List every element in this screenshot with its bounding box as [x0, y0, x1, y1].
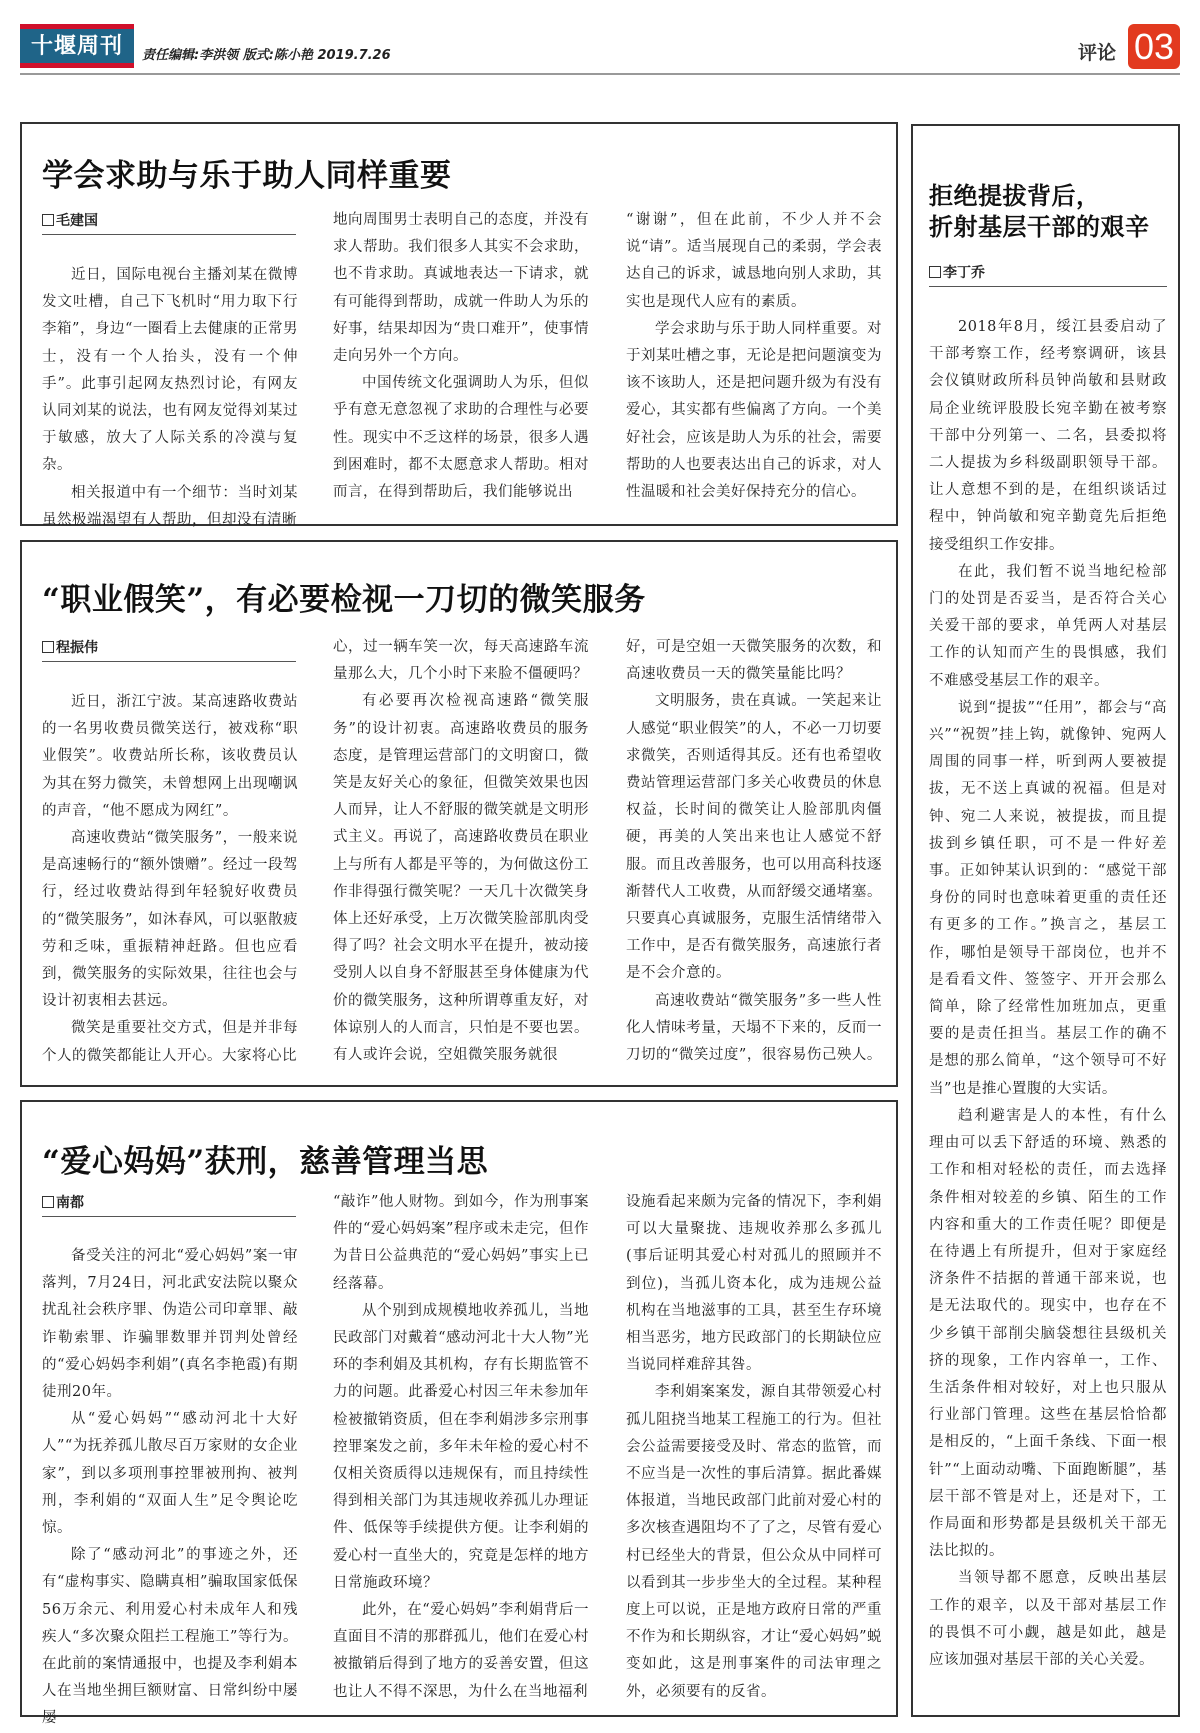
article-title: “爱心妈妈”获刑，慈善管理当思: [42, 1144, 489, 1180]
paragraph: 近日，浙江宁波。某高速路收费站的一名男收费员微笑送行，被戏称“职业假笑”。收费站所长称，该收费员认为其在努力微笑，未曾想网上出现嘲讽的声音，“他不愿成为网红”。: [42, 694, 298, 819]
article-byline: [42, 637, 296, 662]
paragraph: 心，过一辆车笑一次，每天高速路车流量那么大，几个小时下来脸不僵硬吗？: [333, 639, 589, 683]
author-name: 毛建国: [56, 213, 98, 229]
byline-box-icon: [42, 641, 54, 653]
paragraph: “敲诈”他人财物。到如今，作为刑事案件的“爱心妈妈案”程序或未走完，但作为昔日公益典范的“爱心妈妈”事实上已经落幕。: [333, 1194, 589, 1292]
paragraph: 相关报道中有一个细节：当时刘某虽然极端渴望有人帮助，但却没有清晰: [42, 484, 298, 528]
article-column: [333, 1189, 589, 1706]
article-column: [333, 207, 589, 506]
paragraph: 从“爱心妈妈”“感动河北十大好人”“为抚养孤儿散尽百万家财的女企业家”，到以多项刑事控罪被刑拘、被判刑，李利娟的“双面人生”足令舆论吃惊。: [42, 1411, 298, 1537]
byline-box-icon: [42, 1196, 54, 1208]
paragraph: 学会求助与乐于助人同样重要。对于刘某吐槽之事，无论是把问题演变为该不该助人，还是把问题升级为有没有爱心，其实都有些偏离了方向。一个美好社会，应该是助人为乐的社会，需要帮助的人也要表达出自己的诉求，对人性温暖和社会美好保持充分的信心。: [626, 320, 882, 501]
paragraph: 2018年8月，绥江县委启动了干部考察工作，经考察调研，该县会仪镇财政所科员钟尚敏和县财政局企业统评股股长宛辛勤在被考察干部中分列第一、二名，县委拟将二人提拔为乡科级副职领导干部。让人意想不到的是，在组织谈话过程中，钟尚敏和宛辛勤竟先后拒绝接受组织工作安排。: [929, 319, 1167, 553]
article-column: [42, 262, 298, 534]
paragraph: 趋利避害是人的本性，有什么理由可以丢下舒适的环境、熟悉的工作和相对轻松的责任，而去选择条件相对较差的乡镇、陌生的工作内容和重大的工作责任呢？即便是在待遇上有所提升，但对于家庭经济条件不拮据的普通干部来说，也是无法取代的。现实中，也存在不少乡镇干部削尖脑袋想往县级机关挤的现象，工作内容单一，工作、生活条件相对较好，对上也只服从行业部门管理。这些在基层恰恰都是相反的，“上面千条线、下面一根针”“上面动动嘴、下面跑断腿”，基层干部不管是对上，还是对下，工作局面和形势都是县级机关干部无法比拟的。: [929, 1107, 1167, 1560]
paragraph: 文明服务，贵在真诚。一笑起来让人感觉“职业假笑”的人，不必一刀切要求微笑，否则适得其反。还有也希望收费站管理运营部门多关心收费员的休息权益，长时间的微笑让人脸部肌肉僵硬，再美的人笑出来也让人感觉不舒服。而且改善服务，也可以用高科技逐渐替代人工收费，从而舒缓交通堵塞。只要真心真诚服务，克服生活情绪带入工作中，是否有微笑服务，高速旅行者是不会介意的。: [626, 693, 882, 982]
article-column: [626, 207, 882, 506]
paragraph: 在此，我们暂不说当地纪检部门的处罚是否妥当，是否符合关心关爱干部的要求，单凭两人对基层工作的认知而产生的畏惧感，我们不难感受基层工作的艰辛。: [929, 563, 1167, 689]
paragraph: 高速收费站“微笑服务”多一些人性化人情味考量，天塌不下来的，反而一刀切的“微笑过度”，很容易伤己殃人。: [626, 992, 882, 1064]
article-column: [626, 1189, 882, 1706]
editor-info: 责任编辑:李洪领 版式:陈小艳 2019.7.26: [142, 48, 391, 63]
paragraph: 备受关注的河北“爱心妈妈”案一审落判，7月24日，河北武安法院以聚众扰乱社会秩序罪、伪造公司印章罪、敲诈勒索罪、诈骗罪数罪并罚判处曾经的“爱心妈妈李利娟”(真名李艳霞)有期徒刑20年。: [42, 1248, 298, 1401]
article-title-line: 拒绝提拔背后，: [929, 181, 1101, 210]
paragraph: 说到“提拔”“任用”，都会与“高兴”“祝贺”挂上钩，就像钟、宛两人周围的同事一样，听到两人要被提拔，无不送上真诚的祝福。但是对钟、宛二人来说，被提拔，而且提拔到乡镇任职，可不是一件好差事。正如钟某认识到的：“感觉干部身份的同时也意味着更重的责任还有更多的工作。”换言之，基层工作，哪怕是领导干部岗位，也并不是看看文件、签签字、开开会那么简单，除了经常性加班加点，更重要的是责任担当。基层工作的确不是想的那么简单，“这个领导可不好当”也是推心置腹的大实话。: [929, 699, 1167, 1097]
byline-box-icon: [42, 214, 54, 226]
paragraph: 此外，在“爱心妈妈”李利娟背后一直面目不清的那群孤儿，他们在爱心村被撤销后得到了地方的妥善安置，但这也让人不得不深思，为什么在当地福利: [333, 1602, 589, 1700]
author-name: 李丁乔: [943, 265, 985, 281]
paragraph: 有必要再次检视高速路“微笑服务”的设计初衷。高速路收费员的服务态度，是管理运营部门的文明窗口，微笑是友好关心的象征，但微笑效果也因人而异，让人不舒服的微笑就是文明形式主义。再说了，高速路收费员在职业上与所有人都是平等的，为何做这份工作非得强行微笑呢？一天几十次微笑身体上还好承受，上万次微笑脸部肌肉受得了吗？社会文明水平在提升，被动接受别人以自身不舒服甚至身体健康为代价的微笑服务，这种所谓尊重友好，对体谅别人的人而言，只怕是不要也罢。有人或许会说，空姐微笑服务就很: [333, 693, 589, 1064]
byline-box-icon: [929, 266, 941, 278]
paragraph: 当领导都不愿意，反映出基层工作的艰辛，以及干部对基层工作的畏惧不可小觑，越是如此，越是应该加强对基层干部的关心关爱。: [929, 1570, 1167, 1668]
article-byline: [929, 262, 1167, 287]
article-byline: [42, 210, 296, 235]
paragraph: 高速收费站“微笑服务”，一般来说是高速畅行的“额外馈赠”。经过一段驾行，经过收费站得到年轻貌好收费员的“微笑服务”，如沐春风，可以驱散疲劳和乏味，重振精神赶路。但也应看到，微笑服务的实际效果，往往也会与设计初衷相去甚远。: [42, 830, 298, 1010]
section-label: 评论: [1078, 42, 1117, 64]
paragraph: 从个别到成规模地收养孤儿，当地民政部门对戴着“感动河北十大人物”光环的李利娟及其机构，存有长期监管不力的问题。此番爱心村因三年未参加年检被撤销资质，但在李利娟涉多宗刑事控罪案发之前，多年未年检的爱心村不仅相关资质得以违规保有，而且持续性得到相关部门为其违规收养孤儿办理证件、低保等手续提供方便。让李利娟的爱心村一直坐大的，究竟是怎样的地方日常施政环境？: [333, 1302, 589, 1591]
paragraph: 地向周围男士表明自己的态度，并没有求人帮助。我们很多人其实不会求助，也不肯求助。真诚地表达一下请求，就有可能得到帮助，成就一件助人为乐的好事，结果却因为“贵口难开”，使事情走向另外一个方向。: [333, 212, 589, 365]
article-column: [42, 1243, 298, 1733]
article-column: [626, 634, 882, 1069]
paragraph: 近日，国际电视台主播刘某在微博发文吐槽，自己下飞机时“用力取下行李箱”，身边“一圈看上去健康的正常男士，没有一个人抬头，没有一个伸手”。此事引起网友热烈讨论，有网友认同刘某的说法，也有网友觉得刘某过于敏感，放大了人际关系的冷漠与复杂。: [42, 267, 298, 474]
paragraph: 设施看起来颇为完备的情况下，李利娟可以大量聚拢、违规收养那么多孤儿(事后证明其爱心村对孤儿的照顾并不到位)，当孤儿资本化，成为违规公益机构在当地滋事的工具，甚至生存环境相当恶劣，地方民政部门的长期缺位应当说同样难辞其咎。: [626, 1194, 882, 1374]
article-column: [42, 689, 298, 1070]
paragraph: 微笑是重要社交方式，但是并非每个人的微笑都能让人开心。大家将心比: [42, 1020, 298, 1064]
page-number-badge: 03: [1128, 24, 1180, 69]
paragraph: 好，可是空姐一天微笑服务的次数，和高速收费员一天的微笑量能比吗？: [626, 639, 882, 683]
paragraph: 中国传统文化强调助人为乐，但似乎有意无意忽视了求助的合理性与必要性。现实中不乏这样的场景，很多人遇到困难时，都不太愿意求人帮助。相对而言，在得到帮助后，我们能够说出: [333, 375, 589, 501]
article-title: 学会求助与乐于助人同样重要: [42, 158, 452, 194]
article-title-line: 折射基层干部的艰辛: [929, 212, 1150, 241]
paragraph: 李利娟案案发，源自其带领爱心村孤儿阻挠当地某工程施工的行为。但社会公益需要接受及时、常态的监管，而不应当是一次性的事后清算。据此番媒体报道，当地民政部门此前对爱心村的多次核查遇阻均不了了之，尽管有爱心村已经坐大的背景，但公众从中同样可以看到其一步步坐大的全过程。某种程度上可以说，正是地方政府日常的严重不作为和长期纵容，才让“爱心妈妈”蜕变如此，这是刑事案件的司法审理之外，必须要有的反省。: [626, 1384, 882, 1700]
header-divider: [20, 73, 1180, 75]
article-byline: [42, 1192, 296, 1217]
article-column: [929, 314, 1167, 1674]
article-title: “职业假笑”，有必要检视一刀切的微笑服务: [42, 582, 646, 618]
article-title: [929, 180, 1150, 242]
paragraph: 除了“感动河北”的事迹之外，还有“虚构事实、隐瞒真相”骗取国家低保56万余元、利用爱心村未成年人和残疾人“多次聚众阻拦工程施工”等行为。在此前的案情通报中，也提及李利娟本人在当地坐拥巨额财富、日常纠纷中屡屡: [42, 1547, 298, 1727]
author-name: 程振伟: [56, 640, 98, 656]
masthead-logo: 十堰周刊: [20, 24, 134, 68]
article-column: [333, 634, 589, 1069]
author-name: 南都: [56, 1195, 84, 1211]
paragraph: “谢谢”，但在此前，不少人并不会说“请”。适当展现自己的柔弱，学会表达自己的诉求，诚恳地向别人求助，其实也是现代人应有的素质。: [626, 212, 882, 310]
